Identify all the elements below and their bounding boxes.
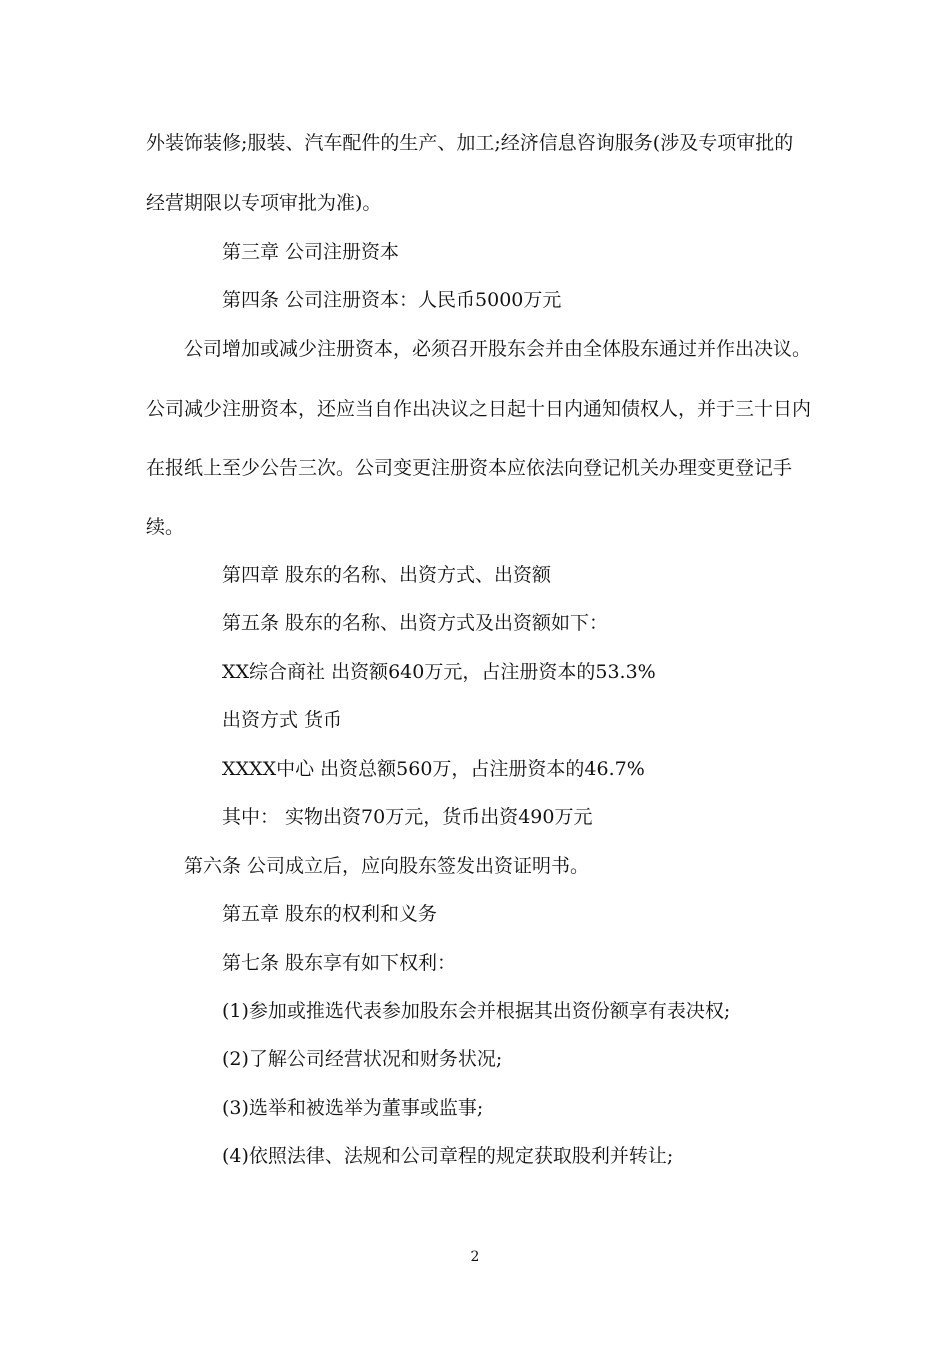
chapter-heading: 第三章 公司注册资本 [222,241,400,263]
text-line: 外装饰装修;服装、汽车配件的生产、加工;经济信息咨询服务(涉及专项审批的 [146,132,794,154]
text-line: 出资方式 货币 [222,709,343,731]
text-line: 续。 [146,516,185,538]
text-line: 公司增加或减少注册资本，必须召开股东会并由全体股东通过并作出决议。 [184,338,812,360]
chapter-heading: 第五章 股东的权利和义务 [222,903,438,925]
article-line: 第五条 股东的名称、出资方式及出资额如下： [222,612,609,634]
text-line: 在报纸上至少公告三次。公司变更注册资本应依法向登记机关办理变更登记手 [146,457,793,479]
text-line: 其中： 实物出资70万元，货币出资490万元 [222,806,593,828]
list-item: (3)选举和被选举为董事或监事; [222,1097,484,1119]
article-line: 第四条 公司注册资本：人民币5000万元 [222,289,562,311]
list-item: (2)了解公司经营状况和财务状况; [222,1048,503,1070]
shareholder-line: XXXX中心 出资总额560万，占注册资本的46.7% [222,758,645,780]
chapter-heading: 第四章 股东的名称、出资方式、出资额 [222,564,552,586]
page-number: 2 [470,1249,480,1265]
list-item: (1)参加或推选代表参加股东会并根据其出资份额享有表决权; [222,1000,731,1022]
list-item: (4)依照法律、法规和公司章程的规定获取股利并转让; [222,1145,674,1167]
text-line: 经营期限以专项审批为准)。 [146,192,382,214]
shareholder-line: XX综合商社 出资额640万元，占注册资本的53.3% [222,661,656,683]
article-line: 第七条 股东享有如下权利： [222,952,457,974]
article-line: 第六条 公司成立后，应向股东签发出资证明书。 [184,855,590,877]
text-line: 公司减少注册资本，还应当自作出决议之日起十日内通知债权人，并于三十日内 [146,398,812,420]
